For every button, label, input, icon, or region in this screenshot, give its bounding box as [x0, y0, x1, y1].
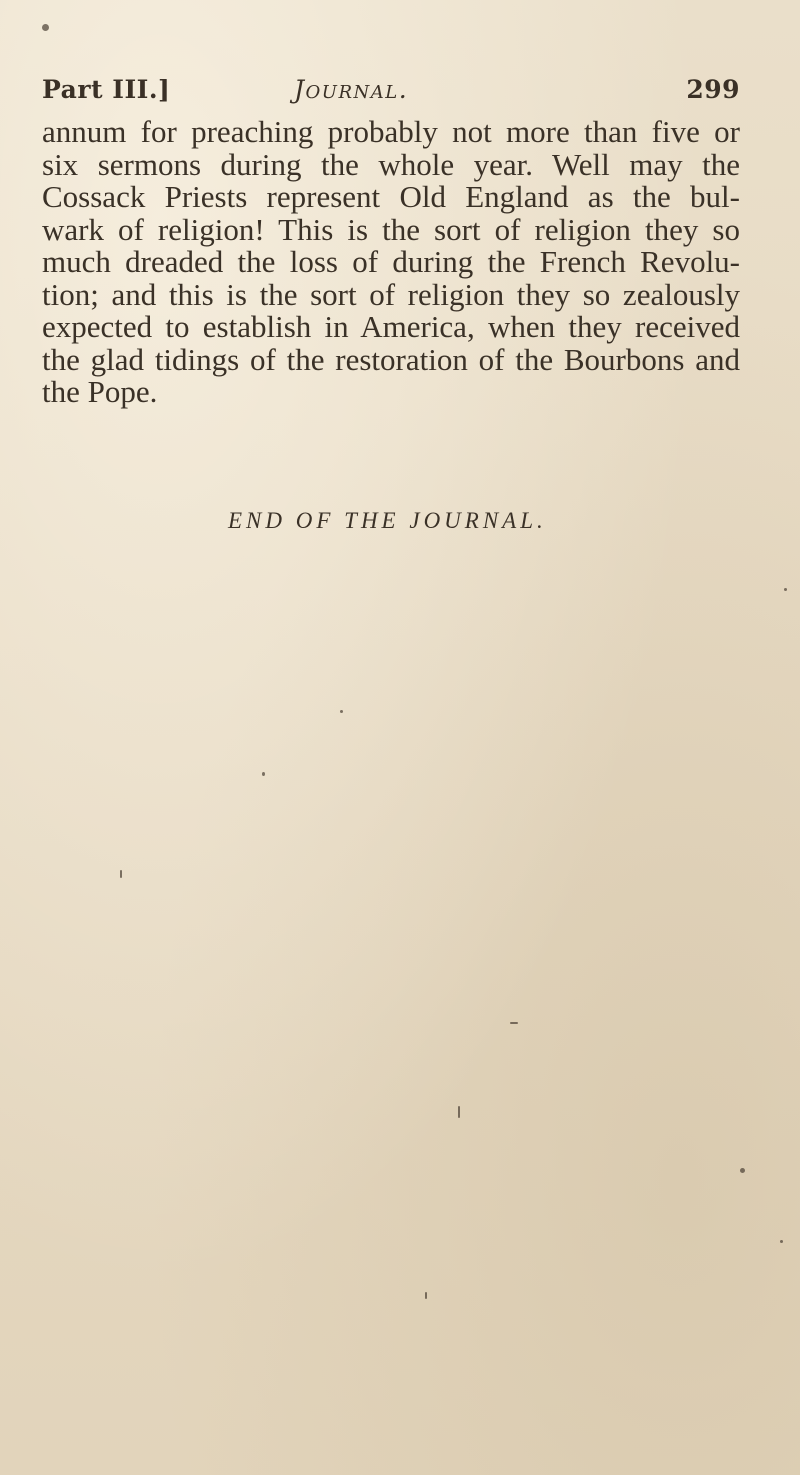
- paper-speck: [510, 1022, 518, 1024]
- text-line: annum for preaching probably not more than five or: [42, 114, 740, 149]
- text-line: Cossack Priests represent Old England as the bul-: [42, 179, 740, 214]
- page-number: 299: [686, 75, 740, 104]
- running-head-part: Part III.]: [42, 75, 171, 104]
- paper-speck: [740, 1168, 745, 1173]
- text-line: six sermons during the whole year. Well may the: [42, 146, 740, 182]
- paper-speck: [780, 1240, 783, 1243]
- paper-speck: [340, 710, 343, 713]
- text-line: tion; and this is the sort of religion they so zealously: [42, 276, 740, 312]
- paper-speck: [425, 1292, 427, 1299]
- text-line: wark of religion! This is the sort of religion they so: [42, 211, 740, 247]
- end-of-journal-mark: END OF THE JOURNAL.: [228, 508, 547, 533]
- running-head-title: Journal.: [294, 75, 409, 104]
- paper-speck: [120, 870, 122, 878]
- text-line: expected to establish in America, when they received: [42, 309, 740, 344]
- body-paragraph: [42, 116, 740, 409]
- paper-speck: [262, 772, 265, 776]
- paper-speck: [458, 1106, 460, 1118]
- paper-speck: [784, 588, 787, 591]
- paper-speck: [42, 24, 49, 31]
- page-header: [42, 75, 740, 115]
- text-line: the glad tidings of the restoration of the Bourbons and: [42, 341, 740, 377]
- text-line: the Pope.: [42, 374, 158, 409]
- text-line: much dreaded the loss of during the French Revolu-: [42, 244, 740, 279]
